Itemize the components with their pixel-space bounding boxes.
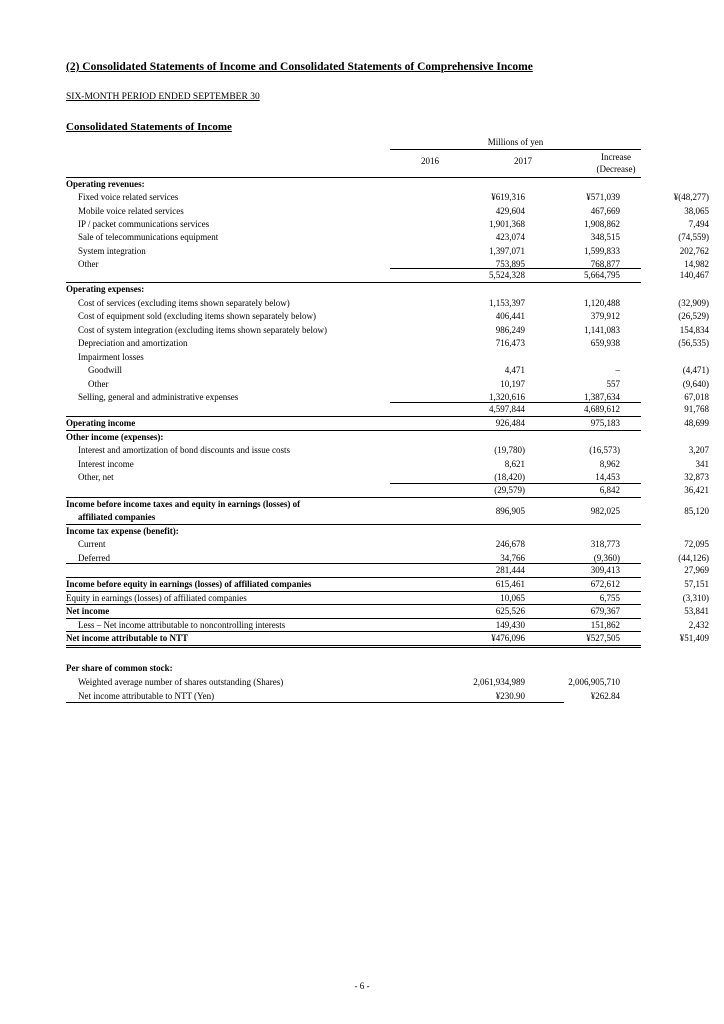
unit-label: Millions of yen bbox=[390, 137, 641, 150]
row-label: Impairment losses bbox=[78, 351, 144, 362]
table-row bbox=[66, 690, 641, 703]
table-row bbox=[66, 676, 641, 689]
value-2017: 6,755 bbox=[599, 592, 620, 603]
row-label: Operating income bbox=[66, 417, 136, 428]
value-2016: 625,526 bbox=[495, 606, 525, 616]
table-row bbox=[66, 245, 709, 258]
value-2016: 926,484 bbox=[495, 417, 525, 428]
value-2016: 1,901,368 bbox=[489, 218, 525, 229]
row-label: Current bbox=[78, 539, 106, 549]
table-row bbox=[66, 364, 709, 377]
row-label: Selling, general and administrative expenses bbox=[78, 392, 239, 402]
row-label: IP / packet communications services bbox=[78, 218, 210, 229]
table-row bbox=[66, 191, 709, 204]
value-2016: 753,895 bbox=[495, 258, 525, 269]
row-label: Cost of services (excluding items shown separately below) bbox=[78, 297, 290, 308]
value-2016: 406,441 bbox=[495, 311, 525, 321]
value-2016: 10,197 bbox=[500, 378, 525, 389]
row-label: Income before income taxes and equity in earnings (losses) of bbox=[66, 498, 301, 509]
value-2017: 672,612 bbox=[590, 578, 620, 589]
value-change: (44,126) bbox=[678, 552, 709, 563]
value-2017: 348,515 bbox=[590, 232, 620, 243]
value-change: (3,310) bbox=[682, 592, 709, 603]
value-change: 154,834 bbox=[679, 324, 709, 335]
total-double-rule bbox=[66, 645, 641, 648]
table-row bbox=[66, 417, 709, 430]
table-row bbox=[66, 378, 709, 391]
row-label: Fixed voice related services bbox=[78, 192, 179, 203]
value-2017: – bbox=[615, 365, 620, 375]
row-label: Net income bbox=[66, 606, 110, 616]
value-change: ¥(48,277) bbox=[673, 192, 709, 203]
table-row bbox=[66, 444, 709, 457]
value-2017: 659,938 bbox=[590, 338, 620, 348]
value-2016: 896,905 bbox=[495, 505, 525, 516]
value-change: 85,120 bbox=[684, 505, 709, 516]
value-2016: 423,074 bbox=[495, 232, 525, 243]
section-label: Operating revenues: bbox=[66, 179, 145, 189]
value-2017: 14,453 bbox=[595, 472, 620, 482]
value-2016: 8,621 bbox=[504, 458, 525, 469]
section-rule bbox=[66, 702, 564, 703]
value-2016: 149,430 bbox=[495, 619, 525, 630]
value-change: 3,207 bbox=[688, 445, 709, 455]
row-label-continued: affiliated companies bbox=[78, 511, 156, 522]
table-row bbox=[66, 605, 709, 618]
value-change: 14,982 bbox=[684, 258, 709, 269]
value-2016: 4,471 bbox=[504, 365, 525, 375]
value-2017: 982,025 bbox=[590, 505, 620, 516]
value-2017: ¥527,505 bbox=[586, 633, 620, 643]
value-2016: 281,444 bbox=[495, 565, 525, 575]
value-change: (32,909) bbox=[678, 297, 709, 308]
value-change: 2,432 bbox=[688, 619, 709, 630]
value-2016: 615,461 bbox=[495, 578, 525, 589]
value-2017: ¥262.84 bbox=[590, 690, 620, 701]
value-change: 38,065 bbox=[684, 205, 709, 216]
table-row bbox=[66, 283, 641, 296]
value-change: (26,529) bbox=[678, 311, 709, 321]
value-2016: 5,524,328 bbox=[489, 269, 525, 280]
value-2017: 768,877 bbox=[590, 258, 620, 269]
table-row bbox=[66, 592, 709, 605]
value-2016: 1,320,616 bbox=[489, 392, 525, 402]
value-change: (9,640) bbox=[682, 378, 709, 389]
value-change: (56,535) bbox=[678, 338, 709, 348]
table-row bbox=[66, 458, 709, 471]
value-change: 7,494 bbox=[688, 218, 709, 229]
value-2017: 557 bbox=[606, 378, 620, 389]
value-2017: 309,413 bbox=[590, 565, 620, 575]
column-header-2017: 2017 bbox=[514, 156, 532, 166]
row-label: Income before equity in earnings (losses) of affiliated companies bbox=[66, 578, 312, 589]
value-2016: 34,766 bbox=[500, 552, 525, 563]
document-heading: (2) Consolidated Statements of Income and Consolidated Statements of Comprehensive Income bbox=[66, 61, 533, 73]
value-change: 57,151 bbox=[684, 578, 709, 589]
value-2017: 1,387,634 bbox=[584, 392, 620, 402]
row-label: Depreciation and amortization bbox=[78, 338, 188, 348]
value-2017: 1,120,488 bbox=[584, 297, 620, 308]
value-change: ¥51,409 bbox=[679, 633, 709, 643]
value-2016: 2,061,934,989 bbox=[473, 677, 525, 687]
period-label: SIX-MONTH PERIOD ENDED SEPTEMBER 30 bbox=[66, 92, 260, 102]
value-2016: 716,473 bbox=[495, 338, 525, 348]
table-row bbox=[66, 324, 709, 337]
table-row bbox=[66, 525, 641, 538]
value-2016: ¥476,096 bbox=[491, 633, 525, 643]
value-2017: 379,912 bbox=[590, 311, 620, 321]
value-change: 341 bbox=[695, 458, 709, 469]
section-label: Other income (expenses): bbox=[66, 431, 164, 442]
value-2017: 2,006,905,710 bbox=[568, 677, 620, 687]
value-change: (4,471) bbox=[682, 365, 709, 375]
value-2017: 8,962 bbox=[599, 458, 620, 469]
table-row bbox=[66, 403, 709, 416]
value-2017: 4,689,612 bbox=[584, 403, 620, 414]
row-label: Less – Net income attributable to noncontrolling interests bbox=[78, 619, 286, 630]
table-row bbox=[66, 578, 709, 591]
table-row bbox=[66, 178, 641, 191]
page-number: - 6 - bbox=[354, 981, 370, 991]
table-row bbox=[66, 269, 709, 282]
value-2016: 1,397,071 bbox=[489, 245, 525, 256]
row-label: System integration bbox=[78, 245, 146, 256]
row-label: Other, net bbox=[78, 472, 114, 482]
table-row bbox=[66, 498, 709, 524]
table-row bbox=[66, 205, 709, 218]
table-row bbox=[66, 297, 709, 310]
table-row bbox=[66, 538, 709, 551]
value-change: 27,969 bbox=[684, 565, 709, 575]
table-row bbox=[66, 619, 709, 632]
column-header-change bbox=[580, 151, 652, 175]
value-2016: (18,420) bbox=[494, 472, 525, 482]
value-2016: 246,678 bbox=[495, 539, 525, 549]
table-row bbox=[66, 662, 641, 675]
row-label: Weighted average number of shares outstanding (Shares) bbox=[78, 677, 284, 687]
value-2016: ¥619,316 bbox=[491, 192, 525, 203]
table-row bbox=[66, 310, 709, 323]
value-change: 202,762 bbox=[679, 245, 709, 256]
row-label: Interest and amortization of bond discounts and issue costs bbox=[78, 445, 290, 455]
row-label: Cost of equipment sold (excluding items shown separately below) bbox=[78, 311, 316, 321]
value-2017: 1,599,833 bbox=[584, 245, 620, 256]
value-2017: 1,908,862 bbox=[584, 218, 620, 229]
row-label: Equity in earnings (losses) of affiliated companies bbox=[66, 592, 247, 603]
value-change: 140,467 bbox=[679, 269, 709, 280]
section-label: Operating expenses: bbox=[66, 284, 145, 294]
table-row bbox=[66, 632, 709, 645]
table-row bbox=[66, 484, 709, 497]
value-change: 67,018 bbox=[684, 392, 709, 402]
value-2017: 151,862 bbox=[590, 619, 620, 630]
value-2017: (16,573) bbox=[589, 445, 620, 455]
row-label: Mobile voice related services bbox=[78, 205, 184, 216]
value-2017: 679,367 bbox=[590, 606, 620, 616]
value-2017: 5,664,795 bbox=[584, 269, 620, 280]
value-change: 32,873 bbox=[684, 472, 709, 482]
value-2016: 429,604 bbox=[495, 205, 525, 216]
value-2017: ¥571,039 bbox=[586, 192, 620, 203]
value-change: 36,421 bbox=[684, 484, 709, 495]
value-change: 53,841 bbox=[684, 606, 709, 616]
row-label: Net income attributable to NTT bbox=[66, 633, 188, 643]
section-label: Income tax expense (benefit): bbox=[66, 525, 179, 536]
value-change: 91,768 bbox=[684, 403, 709, 414]
value-2016: 1,153,397 bbox=[489, 297, 525, 308]
table-row bbox=[66, 218, 709, 231]
table-row bbox=[66, 564, 709, 577]
value-2016: (19,780) bbox=[494, 445, 525, 455]
row-label: Goodwill bbox=[88, 365, 123, 375]
row-label: Other bbox=[88, 378, 109, 389]
value-2017: 975,183 bbox=[590, 417, 620, 428]
table-row bbox=[66, 231, 709, 244]
value-2017: (9,360) bbox=[593, 552, 620, 563]
value-2016: ¥230.90 bbox=[495, 690, 525, 701]
value-2016: (29,579) bbox=[494, 484, 525, 495]
value-2016: 986,249 bbox=[495, 324, 525, 335]
row-label: Interest income bbox=[78, 458, 134, 469]
row-label: Cost of system integration (excluding items shown separately below) bbox=[78, 324, 327, 335]
statement-title: Consolidated Statements of Income bbox=[66, 121, 232, 133]
row-label: Sale of telecommunications equipment bbox=[78, 232, 219, 243]
value-change: 48,699 bbox=[684, 417, 709, 428]
value-2017: 318,773 bbox=[590, 539, 620, 549]
value-2017: 6,842 bbox=[599, 484, 620, 495]
value-2017: 467,669 bbox=[590, 205, 620, 216]
column-header-change-line2: (Decrease) bbox=[596, 164, 636, 174]
row-label: Net income attributable to NTT (Yen) bbox=[78, 690, 215, 701]
section-label: Per share of common stock: bbox=[66, 663, 173, 673]
value-change: 72,095 bbox=[684, 539, 709, 549]
table-row bbox=[66, 431, 641, 444]
table-row bbox=[66, 351, 641, 364]
row-label: Deferred bbox=[78, 552, 110, 563]
column-header-2016: 2016 bbox=[421, 156, 439, 166]
value-2017: 1,141,083 bbox=[584, 324, 620, 335]
value-2016: 10,065 bbox=[500, 592, 525, 603]
column-header-change-line1: Increase bbox=[601, 152, 631, 162]
value-2016: 4,597,844 bbox=[489, 403, 525, 414]
table-row bbox=[66, 337, 709, 350]
row-label: Other bbox=[78, 258, 99, 269]
value-change: (74,559) bbox=[678, 232, 709, 243]
